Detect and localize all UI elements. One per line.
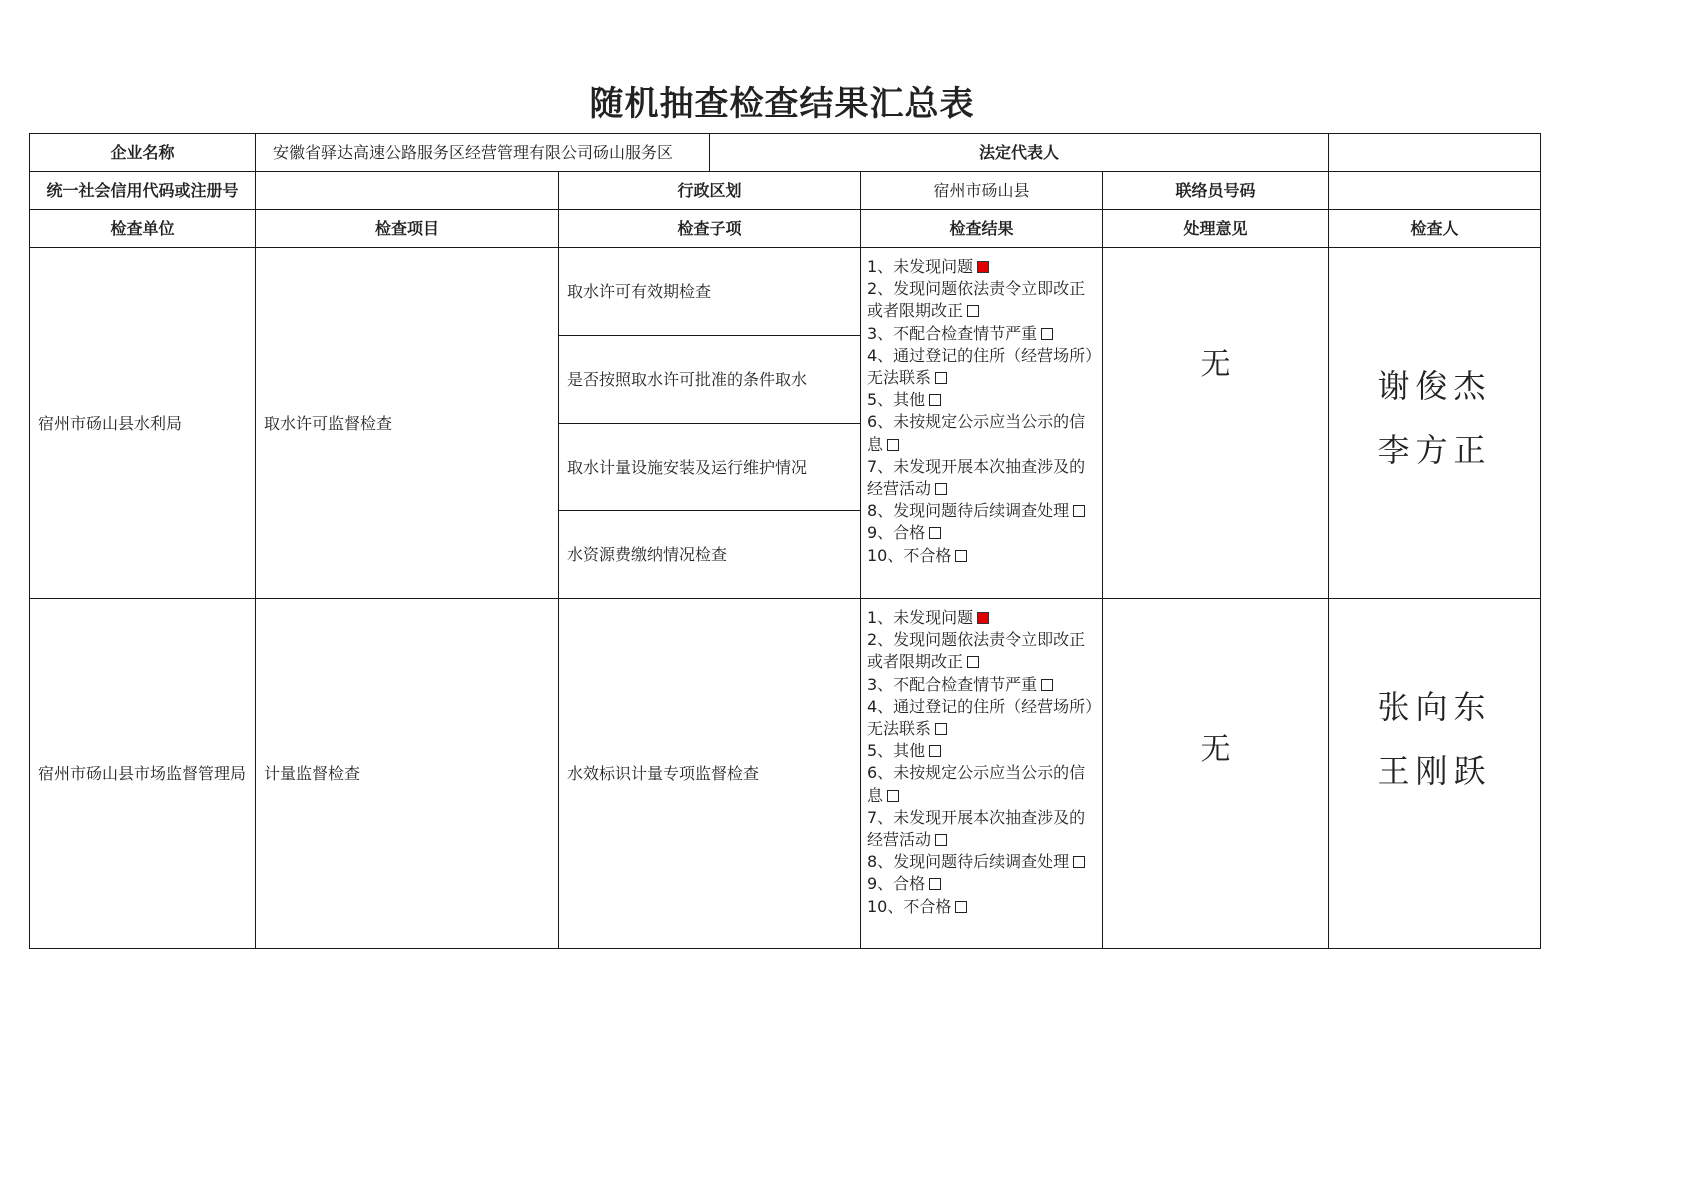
col-header-item: 检查项目 bbox=[255, 209, 559, 248]
checkbox-icon bbox=[1073, 856, 1085, 868]
result-option: 4、通过登记的住所（经营场所）无法联系 bbox=[867, 345, 1094, 388]
row1-opinion: 无 bbox=[1102, 247, 1329, 599]
col-header-subitem: 检查子项 bbox=[558, 209, 861, 248]
checkbox-icon bbox=[929, 878, 941, 890]
checkbox-icon bbox=[1041, 328, 1053, 340]
col-header-result: 检查结果 bbox=[860, 209, 1103, 248]
inspector-name: 谢俊杰 bbox=[1377, 367, 1492, 405]
checkbox-icon bbox=[935, 723, 947, 735]
row2-subitem-1: 水效标识计量专项监督检查 bbox=[558, 598, 861, 949]
result-option: 5、其他 bbox=[867, 740, 1096, 762]
checked-box-icon bbox=[977, 261, 989, 273]
checkbox-icon bbox=[935, 483, 947, 495]
checkbox-icon bbox=[955, 550, 967, 562]
row1-result-list bbox=[860, 247, 1103, 599]
row1-item: 取水许可监督检查 bbox=[255, 247, 559, 599]
row1-subitem-1: 取水许可有效期检查 bbox=[558, 247, 861, 336]
result-option: 7、未发现开展本次抽查涉及的经营活动 bbox=[867, 456, 1086, 499]
result-option: 2、发现问题依法责令立即改正或者限期改正 bbox=[867, 279, 1086, 321]
checkbox-icon bbox=[929, 527, 941, 539]
result-option: 6、未按规定公示应当公示的信息 bbox=[867, 412, 1086, 454]
checkbox-icon bbox=[929, 745, 941, 757]
company-label: 企业名称 bbox=[29, 133, 256, 172]
result-option: 8、发现问题待后续调查处理 bbox=[867, 851, 1096, 873]
checkbox-icon bbox=[929, 394, 941, 406]
checkbox-icon bbox=[955, 901, 967, 913]
row1-subitem-4: 水资源费缴纳情况检查 bbox=[558, 510, 861, 599]
result-option: 6、未按规定公示应当公示的信息 bbox=[867, 763, 1086, 805]
legal-rep-value bbox=[1328, 133, 1541, 172]
col-header-unit: 检查单位 bbox=[29, 209, 256, 248]
col-header-inspector: 检查人 bbox=[1328, 209, 1541, 248]
result-option: 3、不配合检查情节严重 bbox=[867, 323, 1096, 345]
checkbox-icon bbox=[967, 305, 979, 317]
col-header-opinion: 处理意见 bbox=[1102, 209, 1329, 248]
checkbox-icon bbox=[887, 790, 899, 802]
row2-item: 计量监督检查 bbox=[255, 598, 559, 949]
legal-rep-label: 法定代表人 bbox=[709, 133, 1329, 172]
checked-box-icon bbox=[977, 612, 989, 624]
row1-inspectors bbox=[1328, 247, 1541, 599]
region-value: 宿州市砀山县 bbox=[860, 171, 1103, 210]
checkbox-icon bbox=[887, 439, 899, 451]
result-option: 3、不配合检查情节严重 bbox=[867, 674, 1096, 696]
result-option: 9、合格 bbox=[867, 522, 1096, 544]
result-option: 10、不合格 bbox=[867, 545, 1096, 567]
row1-subitem-2: 是否按照取水许可批准的条件取水 bbox=[558, 335, 861, 424]
checkbox-icon bbox=[1073, 505, 1085, 517]
inspector-name: 张向东 bbox=[1377, 688, 1492, 726]
company-value: 安徽省驿达高速公路服务区经营管理有限公司砀山服务区 bbox=[255, 133, 710, 172]
checkbox-icon bbox=[1041, 679, 1053, 691]
result-option: 9、合格 bbox=[867, 873, 1096, 895]
result-option: 5、其他 bbox=[867, 389, 1096, 411]
inspector-name: 李方正 bbox=[1377, 431, 1492, 469]
contact-value bbox=[1328, 171, 1541, 210]
checkbox-icon bbox=[935, 834, 947, 846]
credit-code-label: 统一社会信用代码或注册号 bbox=[29, 171, 256, 210]
row1-subitem-3: 取水计量设施安装及运行维护情况 bbox=[558, 423, 861, 511]
result-option: 2、发现问题依法责令立即改正或者限期改正 bbox=[867, 630, 1086, 672]
result-option: 10、不合格 bbox=[867, 896, 1096, 918]
result-option: 7、未发现开展本次抽查涉及的经营活动 bbox=[867, 807, 1086, 850]
row2-inspectors bbox=[1328, 598, 1541, 949]
row2-opinion: 无 bbox=[1102, 598, 1329, 949]
contact-label: 联络员号码 bbox=[1102, 171, 1329, 210]
page-title: 随机抽查检查结果汇总表 bbox=[589, 84, 975, 124]
row2-result-list bbox=[860, 598, 1103, 949]
credit-code-value bbox=[255, 171, 559, 210]
row2-unit: 宿州市砀山县市场监督管理局 bbox=[29, 598, 256, 949]
checkbox-icon bbox=[967, 656, 979, 668]
result-option: 1、未发现问题 bbox=[867, 607, 1096, 629]
row1-unit: 宿州市砀山县水利局 bbox=[29, 247, 256, 599]
checkbox-icon bbox=[935, 372, 947, 384]
result-option: 1、未发现问题 bbox=[867, 256, 1096, 278]
region-label: 行政区划 bbox=[558, 171, 861, 210]
result-option: 8、发现问题待后续调查处理 bbox=[867, 500, 1096, 522]
inspector-name: 王刚跃 bbox=[1377, 752, 1492, 790]
result-option: 4、通过登记的住所（经营场所）无法联系 bbox=[867, 696, 1094, 739]
